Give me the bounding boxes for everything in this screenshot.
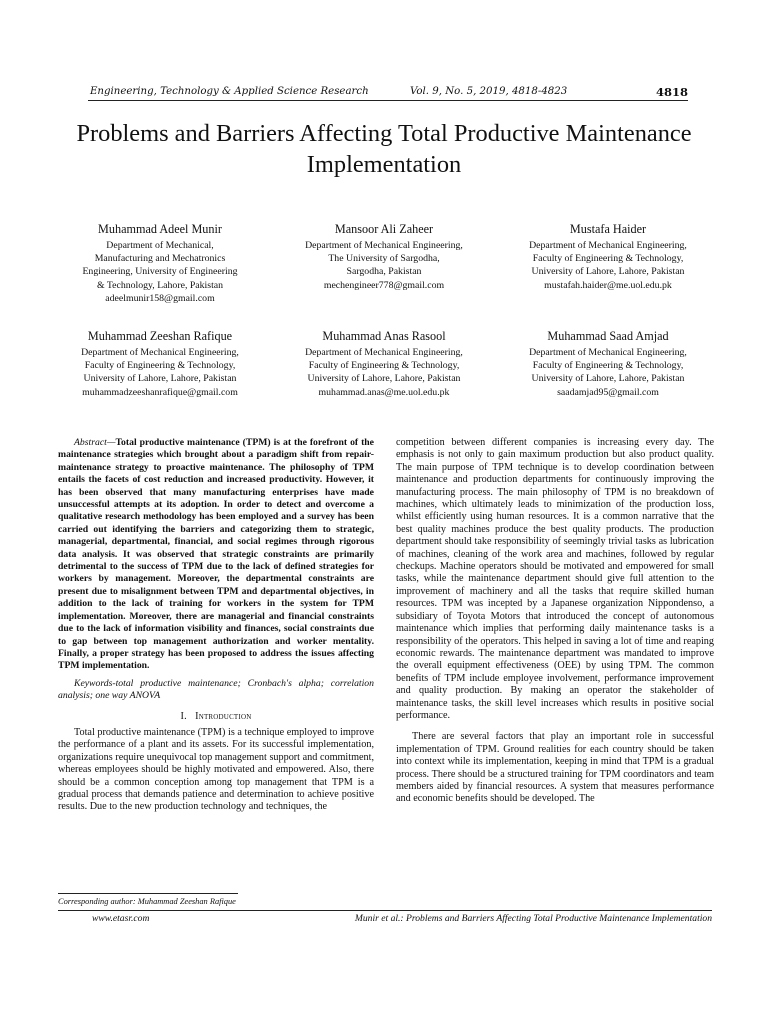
right-column	[396, 437, 714, 806]
author-name: Muhammad Zeeshan Rafique	[87, 329, 233, 343]
author-affiliation-line: Department of Mechanical Engineering,	[305, 240, 463, 251]
author-block-2	[272, 222, 496, 292]
page-number: 4818	[655, 85, 688, 99]
author-affiliation-line: Faculty of Engineering & Technology,	[532, 253, 684, 265]
author-email: saadamjad95@gmail.com	[557, 386, 659, 398]
author-affiliation-line: The University of Sargodha,	[328, 253, 440, 265]
author-affiliation-line: & Technology, Lahore, Pakistan	[96, 279, 224, 291]
author-name: Muhammad Adeel Munir	[98, 222, 222, 236]
author-email: muhammad.anas@me.uol.edu.pk	[318, 386, 450, 398]
footer-website: www.etasr.com	[92, 913, 150, 924]
running-header	[88, 86, 688, 100]
footer-rule	[58, 910, 712, 911]
author-affiliation-line: Department of Mechanical Engineering,	[81, 347, 239, 358]
body-paragraph: competition between different companies is increasing every day. The emphasis is not only to gain maximum production but also product quality. The main purpose of TPM technique is to develop coordination between maintenance and production departments for continuously improving the manufacturing process. The main philosophy of TPM is no breakdown of machines, which ultimately leads to minimization of the production loss, whilst efficiently using human resources. It is a common narrative that the best quality machines produce the best quality products. The production department should take responsibility of seemingly trivial tasks as lubrication of machines, cleaning of the work area and machines, followed by regular checkups. Machine operators should be motivated and empowered for small tasks, while the maintenance department should give full attention to the improvement of machinery and all the tasks that require skilled human resources. TPM was incepted by a Japanese organization Nippondenso, a subsidiary of Toyota Motors that introduced the concept of autonomous maintenance which implies that performing daily maintenance tasks is a responsibility of the operators. This helped in saving a lot of time and reaping economic rewards. The maintenance department was mandated to improve the overall equipment effectiveness (OEE) by using TPM. The common benefits of TPM include employee involvement, performance improvement and quality production. By making an operator the stakeholder of maintenance tasks, the skill level increases which results in positive social performance.	[396, 437, 714, 721]
section-heading	[58, 711, 374, 723]
author-affiliation-line: University of Lahore, Lahore, Pakistan	[83, 373, 237, 385]
author-name: Muhammad Anas Rasool	[322, 329, 446, 343]
paper-title: Problems and Barriers Affecting Total Productive Maintenance Implementation	[76, 120, 692, 178]
author-block-5	[272, 329, 496, 399]
body-paragraph: Total productive maintenance (TPM) is a technique employed to improve the performance of a plant and its assets. For its successful implementation, organizations require unequivocal top management support and commitment, whereas employees should be highly motivated and empowered. Also, there should be a common conception among top management that TPM is a gradual process that demands patience and determination to achieve positive results. Due to the new production technology and techniques, the	[58, 726, 374, 813]
keywords: Keywords-total productive maintenance; Cronbach's alpha; correlation analysis; one way ANOVA	[58, 677, 374, 702]
author-email: mustafah.haider@me.uol.edu.pk	[544, 279, 672, 291]
author-affiliation-line: Department of Mechanical Engineering,	[305, 347, 463, 358]
footnote-rule	[58, 893, 238, 894]
author-block-3	[496, 222, 720, 292]
author-affiliation-line: Manufacturing and Mechatronics	[94, 253, 226, 265]
author-affiliation-line: Faculty of Engineering & Technology,	[532, 360, 684, 372]
author-affiliation-line: University of Lahore, Lahore, Pakistan	[531, 266, 685, 278]
abstract	[58, 437, 374, 673]
author-affiliation-line: Sargodha, Pakistan	[346, 266, 422, 278]
section-title: Introduction	[195, 710, 252, 722]
author-affiliation-line: University of Lahore, Lahore, Pakistan	[307, 373, 461, 385]
author-block-6	[496, 329, 720, 399]
author-name: Muhammad Saad Amjad	[547, 329, 669, 343]
author-email: muhammadzeeshanrafique@gmail.com	[82, 386, 238, 398]
header-rule	[88, 100, 688, 101]
author-block-4	[48, 329, 272, 399]
author-affiliation-line: Department of Mechanical Engineering,	[529, 240, 687, 251]
author-email: mechengineer778@gmail.com	[323, 279, 445, 291]
abstract-lead: Abstract—	[74, 437, 116, 448]
corresponding-author-footnote: Corresponding author: Muhammad Zeeshan Rafique	[58, 897, 236, 906]
author-affiliation-line: Engineering, University of Engineering	[82, 266, 238, 278]
journal-name: Engineering, Technology & Applied Science Research	[90, 86, 369, 97]
author-affiliation-line: Department of Mechanical Engineering,	[529, 347, 687, 358]
body-paragraph: There are several factors that play an important role in successful implementation of TPM. Ground realities for each country should be taken into context while its implementation, keeping in mind that TPM is a gradual process. There should be a structured training for TPM coordinators and team members aided by financial resources. A system that measures performance and economic benefits should be developed. The	[396, 731, 714, 805]
volume-info: Vol. 9, No. 5, 2019, 4818-4823	[410, 86, 568, 97]
author-block-1	[48, 222, 272, 305]
section-number: I.	[180, 710, 187, 722]
author-affiliation-line: Faculty of Engineering & Technology,	[308, 360, 460, 372]
footer-citation: Munir et al.: Problems and Barriers Affecting Total Productive Maintenance Implementation	[354, 913, 712, 924]
author-affiliation-line: University of Lahore, Lahore, Pakistan	[531, 373, 685, 385]
author-affiliation-line: Department of Mechanical,	[106, 240, 214, 251]
author-name: Mustafa Haider	[569, 222, 647, 236]
author-email: adeelmunir158@gmail.com	[105, 292, 215, 304]
author-affiliation-line: Faculty of Engineering & Technology,	[84, 360, 236, 372]
left-column	[58, 437, 374, 814]
abstract-body: Total productive maintenance (TPM) is at the forefront of the maintenance strategies which brought about a paradigm shift from repair-maintenance strategy to proactive maintenance. The philosophy of TPM entails the facets of cost reduction and increased productivity. However, it has been observed that many manufacturing enterprises have made unsuccessful attempts at its adoption. In order to detect and overcome a qualitative research methodology has been employed and a survey has been carried out identifying the barriers and categorizing them to strategic, managerial, departmental, financial, and social regimes through rigorous data analysis. It was observed that strategic constraints are primarily detrimental to the success of TPM due to the lack of defined strategies for workers by management. Moreover, the departmental constraints are present due to misalignment between TPM and departmental objectives, in addition to the lack of training for workers in the system for TPM implementation. Moreover, there are managerial and financial constraints due to the lack of information visibility and finances, social constraints due to gap between top management authorization and worker mentality. Finally, a proper strategy has been proposed to address the issues affecting TPM implementation.	[58, 437, 374, 672]
author-name: Mansoor Ali Zaheer	[334, 222, 434, 236]
